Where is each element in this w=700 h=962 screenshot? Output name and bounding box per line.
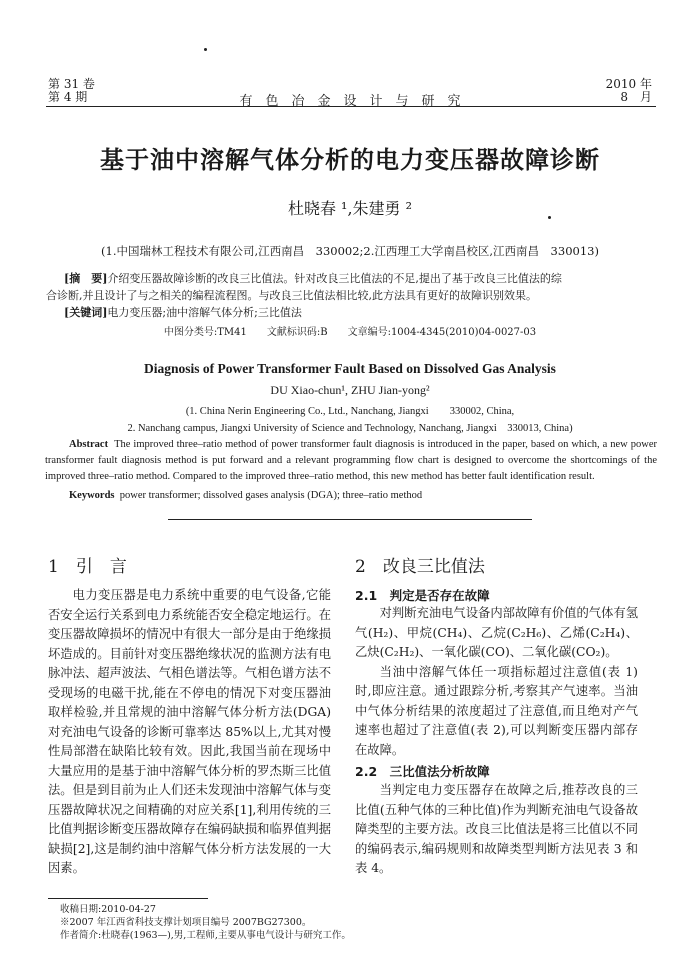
footnote-fund: ※2007 年江西省科技支撑计划项目编号 2007BG27300。	[60, 917, 312, 928]
keywords-cn: 电力变压器;油中溶解气体分析;三比值法	[107, 306, 302, 319]
section-1-heading: 1 引 言	[48, 557, 127, 577]
section-2-1-paragraph-1: 对判断充油电气设备内部故障有价值的气体有氢气(H₂)、甲烷(CH₄)、乙烷(C₂H₆)、乙烯(C₂H₄)、乙炔(C₂H₂)、一氧化碳(CO)、二氧化碳(CO₂)。	[355, 606, 638, 659]
section-2-heading: 2 改良三比值法	[355, 557, 485, 577]
keywords-en-label: Keywords	[69, 490, 115, 501]
footnote-rule	[48, 898, 208, 899]
abstract-divider	[168, 519, 532, 520]
abstract-en-label: Abstract	[69, 439, 109, 450]
section-2-1-body	[355, 604, 638, 760]
year-label: 2010 年	[605, 77, 652, 91]
abstract-cn-line-1	[64, 271, 562, 286]
section-1-body	[48, 586, 331, 879]
abstract-en	[45, 437, 657, 485]
month-label: 8 月	[620, 90, 652, 104]
section-2-2-paragraph: 当判定电力变压器存在故障之后,推荐改良的三比值(五种气体的三种比值)作为判断充油电气设备故障类型的主要方法。改良三比值法是将三比值以不同的编码表示,编码规则和故障类型判断方法见表 3 和表 4。	[355, 783, 638, 875]
subsection-2-1-heading: 2.1 判定是否存在故障	[355, 588, 490, 603]
authors-en: DU Xiao-chun¹, ZHU Jian-yong²	[270, 383, 430, 397]
abstract-en-text: The improved three–ratio method of power transformer fault diagnosis is introduced in the paper, based on which, a new power transformer fault diagnosis method is put forward and a relevant programming flow chart is designed to overcome the shortcomings of the improved three–ratio method. Compared to the improved three–ratio method, this new method has better fault identification result.	[45, 439, 657, 482]
affiliation-en-2: 2. Nanchang campus, Jiangxi University of Science and Technology, Nanchang, Jiangxi 330013, China)	[127, 423, 573, 434]
paper-title-en: Diagnosis of Power Transformer Fault Based on Dissolved Gas Analysis	[144, 361, 556, 376]
authors-cn: 杜晓春 ¹,朱建勇 ²	[287, 199, 413, 218]
footnote-received: 收稿日期:2010-04-27	[60, 904, 156, 915]
issue-label: 第 4 期	[48, 90, 88, 104]
journal-name: 有 色 冶 金 设 计 与 研 究	[239, 94, 461, 109]
abstract-label: [摘 要]	[64, 272, 108, 285]
abstract-cn-text-1: 介绍变压器故障诊断的改良三比值法。针对改良三比值法的不足,提出了基于改良三比值法的综	[107, 272, 562, 285]
section-2-1-paragraph-2: 当油中溶解气体任一项指标超过注意值(表 1)时,即应注意。通过跟踪分析,考察其产气速率。当油中气体分析结果的浓度超过了注意值,而且绝对产气速率也超过了注意值(表 2),可以判断变压器内部存在故障。	[355, 664, 638, 757]
keywords-en: power transformer; dissolved gases analysis (DGA); three–ratio method	[119, 490, 423, 501]
abstract-cn-line-2: 合诊断,并且设计了与之相关的编程流程图。与改良三比值法相比较,此方法具有更好的故障识别效果。	[46, 289, 537, 302]
header-rule	[46, 106, 656, 107]
footnote-author: 作者简介:杜晓春(1963—),男,工程师,主要从事电气设计与研究工作。	[60, 930, 351, 941]
keywords-cn-line	[64, 305, 302, 320]
classification-meta: 中图分类号:TM41 文献标识码:B 文章编号:1004-4345(2010)04-0027-03	[163, 327, 537, 338]
keywords-label: [关键词]	[64, 306, 108, 319]
keywords-en-line	[45, 488, 657, 504]
subsection-2-2-heading: 2.2 三比值法分析故障	[355, 764, 490, 779]
affiliation-cn: (1.中国瑞林工程技术有限公司,江西南昌 330002;2.江西理工大学南昌校区,江西南昌 330013)	[101, 244, 599, 258]
volume-label: 第 31 卷	[48, 77, 95, 91]
scan-dot	[204, 48, 207, 51]
section-2-2-body	[355, 781, 638, 879]
affiliation-en-1: (1. China Nerin Engineering Co., Ltd., Nanchang, Jiangxi 330002, China,	[185, 406, 515, 417]
section-1-paragraph: 电力变压器是电力系统中重要的电气设备,它能否安全运行关系到电力系统能否安全稳定地运行。在变压器故障损坏的情况中有很大一部分是由于绝缘损坏造成的。目前针对变压器绝缘状况的监测方法有电脉冲法、超声波法、气相色谱法等。气相色谱方法不受现场的电磁干扰,能在不停电的情况下对变压器油取样检验,并且常规的油中溶解气体分析方法(DGA)对充油电气设备的诊断可靠率达 85%以上,尤其对慢性局部潜在缺陷比较有效。因此,我国当前在现场中大量应用的是基于油中溶解气体分析的罗杰斯三比值法。但是到目前为止人们还未发现油中溶解气体与变压器故障状况之间精确的对应关系[1],利用传统的三比值判据诊断变压器故障存在编码缺损和临界值判据缺损[2],这是制约油中溶解气体分析方法发展的一大因素。	[48, 588, 331, 875]
paper-title-cn: 基于油中溶解气体分析的电力变压器故障诊断	[100, 145, 600, 174]
